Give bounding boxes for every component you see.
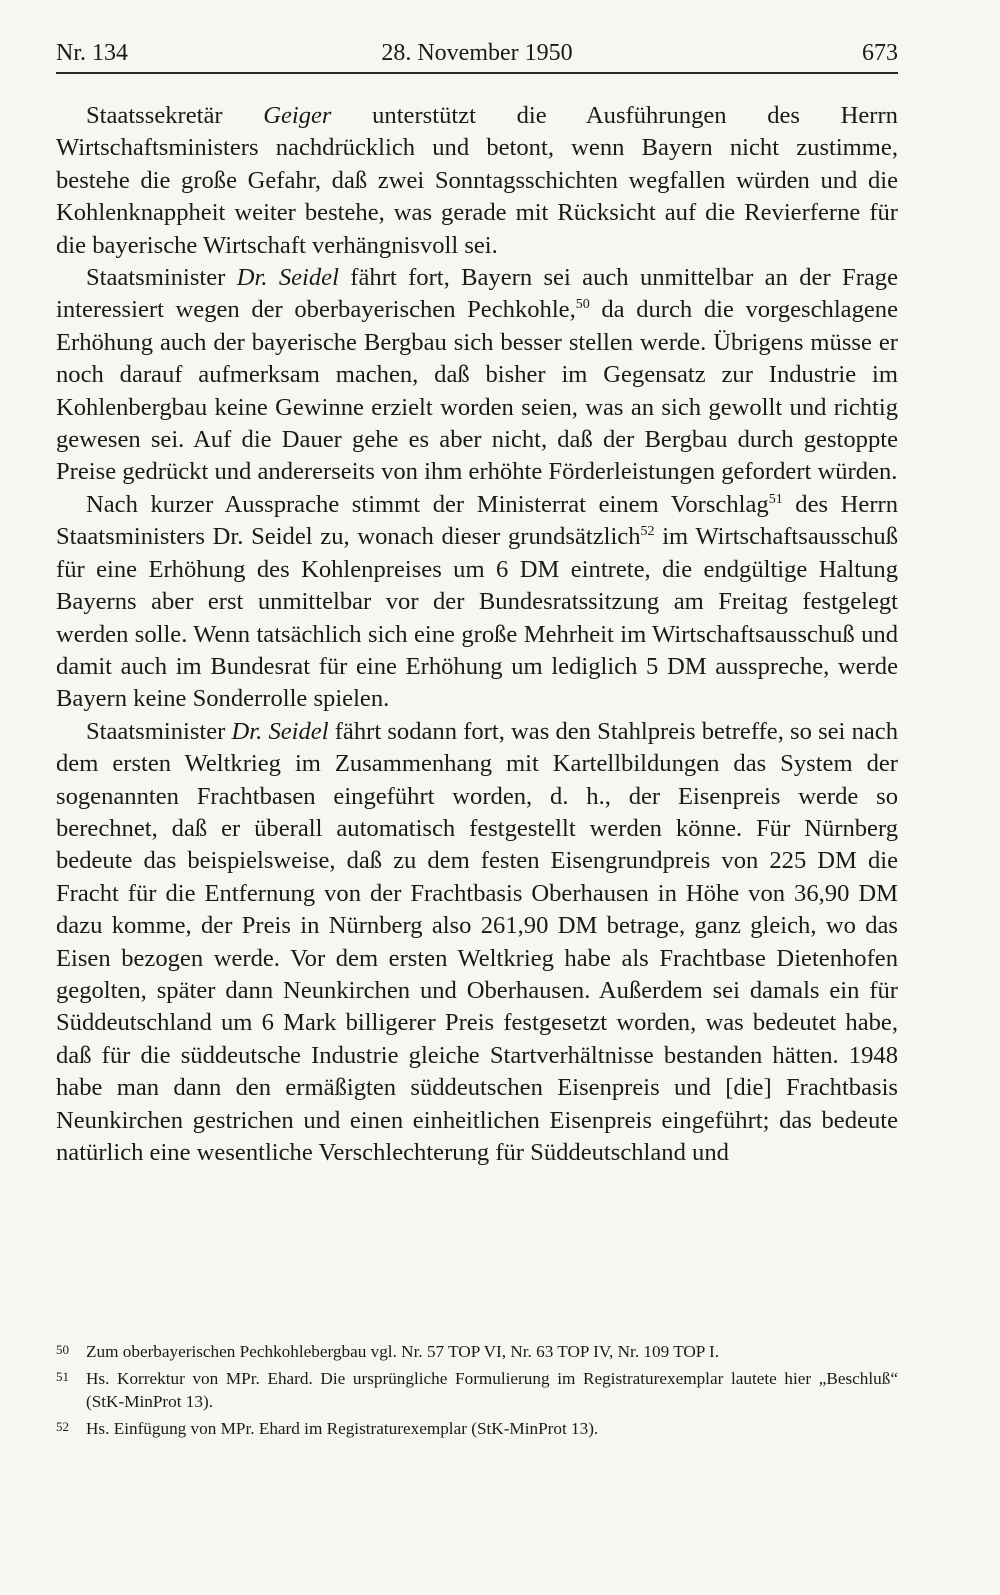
footnote-ref: 52 bbox=[640, 524, 655, 540]
footnote-number: 52 bbox=[56, 1419, 69, 1434]
speaker-name: Dr. Seidel bbox=[231, 717, 329, 745]
paragraph-3: Nach kurzer Aussprache stimmt der Ministerrat einem Vorschlag$^{51}$ des Herrn Staatsministers Dr. Seidel zu, wonach dieser grundsätzlich$^{52}$ im Wirtschaftsausschuß für eine Erhöhung des Kohlenpreises um 6 DM eintrete, die endgültige Haltung Bayerns aber erst unmittelbar vor der Bundesratssitzung am Freitag festgelegt werden solle. Wenn tatsächlich sich eine große Mehrheit im Wirtschaftsausschuß und damit auch im Bundesrat für eine Erhöhung um lediglich 5 DM ausspreche, werde Bayern keine Sonderrolle spielen. bbox=[56, 490, 899, 713]
footnote bbox=[56, 1340, 898, 1363]
paragraph-2: Staatsminister Dr. Seidel fährt fort, Bayern sei auch unmittelbar an der Frage interessiert wegen der oberbayerischen Pechkohle,$^{50}$ da durch die vorgeschlagene Erhöhung auch der bayerische Bergbau sich besser stellen werde. Übrigens müsse er noch darauf aufmerksam machen, daß bisher im Gegensatz zur Industrie im Kohlenbergbau keine Gewinne erzielt worden seien, was an sich gewollt und richtig gewesen sei. Auf die Dauer gehe es aber nicht, daß der Bergbau durch gestoppte Preise gedrückt und andererseits von ihm erhöhte Förderleistungen gefordert würden. bbox=[56, 264, 899, 486]
footnote-ref: 50 bbox=[575, 297, 590, 313]
main-text bbox=[56, 100, 898, 1169]
document-number: Nr. 134 bbox=[56, 40, 128, 66]
speaker-name: Geiger bbox=[263, 102, 332, 129]
paragraph-1: Staatssekretär Geiger unterstützt die Ausführungen des Herrn Wirtschaftsministers nachdrücklich und betont, wenn Bayern nicht zustimme, bestehe die große Gefahr, daß zwei Sonntagsschichten wegfallen würden und die Kohlenknappheit weiter bestehe, was gerade mit Rücksicht auf die Revierferne für die bayerische Wirtschaft verhängnisvoll sei. bbox=[56, 102, 898, 259]
footnote-text: Hs. Einfügung von MPr. Ehard im Registraturexemplar (StK-MinProt 13). bbox=[86, 1419, 599, 1438]
document-date: 28. November 1950 bbox=[381, 40, 573, 66]
footnote bbox=[56, 1417, 898, 1440]
page-header bbox=[56, 38, 898, 74]
footnote-ref: 51 bbox=[768, 491, 783, 507]
footnote-text: Zum oberbayerischen Pechkohlebergbau vgl. Nr. 57 TOP VI, Nr. 63 TOP IV, Nr. 109 TOP I. bbox=[86, 1342, 720, 1361]
footnote-text: Hs. Korrektur von MPr. Ehard. Die ursprüngliche Formulierung im Registraturexemplar lautete hier „Beschluß“ (StK-MinProt 13). bbox=[86, 1369, 898, 1411]
footnote-number: 51 bbox=[56, 1369, 69, 1384]
footnote bbox=[56, 1367, 898, 1413]
page-number: 673 bbox=[862, 40, 898, 66]
footnote-number: 50 bbox=[56, 1342, 69, 1357]
paragraph-4: Staatsminister Dr. Seidel fährt sodann fort, was den Stahlpreis betreffe, so sei nach dem ersten Weltkrieg im Zusammenhang mit Kartellbildungen das System der sogenannten Frachtbasen eingeführt worden, d. h., der Eisenpreis werde so berechnet, daß er überall automatisch festgestellt werden könne. Für Nürnberg bedeute das beispielsweise, daß zu dem festen Eisengrundpreis von 225 DM die Fracht für die Entfernung von der Frachtbasis Oberhausen in Höhe von 36,90 DM dazu komme, der Preis in Nürnberg also 261,90 DM betrage, ganz gleich, wo das Eisen bezogen werde. Vor dem ersten Weltkrieg habe als Frachtbase Dietenhofen gegolten, später dann Neunkirchen und Oberhausen. Außerdem sei damals ein für Süddeutschland um 6 Mark billigerer Preis festgesetzt worden, was bedeutet habe, daß für die süddeutsche Industrie gleiche Startverhältnisse bestanden hätten. 1948 habe man dann den ermäßigten süddeutschen Eisenpreis und [die] Frachtbasis Neunkirchen gestrichen und einen einheitlichen Eisenpreis eingeführt; das bedeute natürlich eine wesentliche Verschlechterung für Süddeutschland und bbox=[56, 717, 898, 1166]
footnotes bbox=[56, 1340, 898, 1444]
speaker-name: Dr. Seidel bbox=[236, 264, 339, 292]
